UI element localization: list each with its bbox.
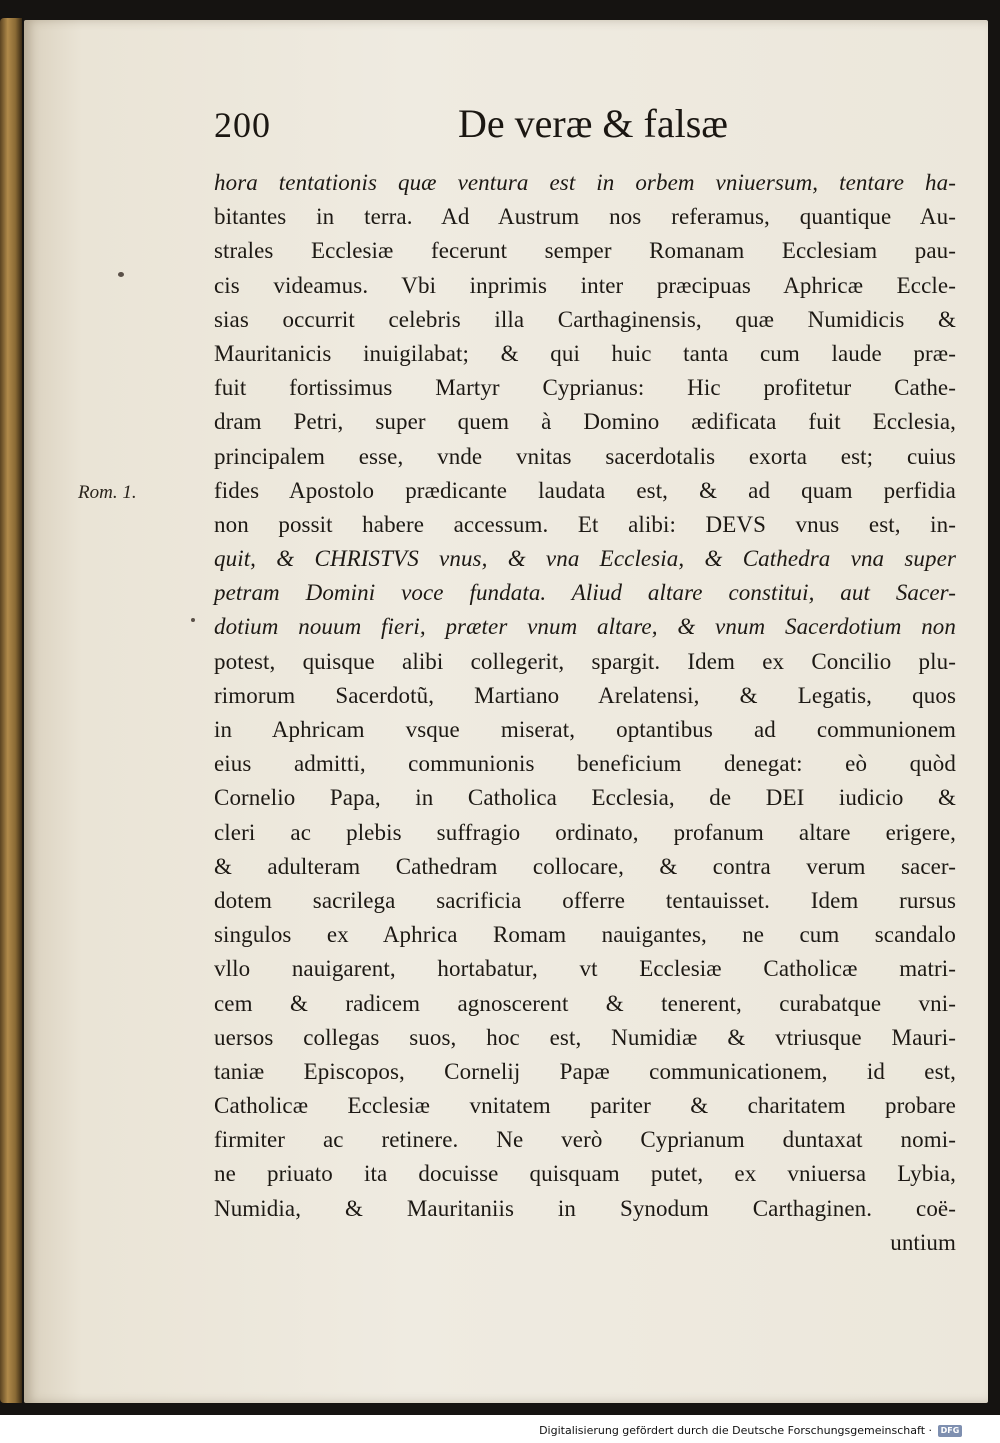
text-line: firmiter ac retinere. Ne verò Cyprianum duntaxat nomi- <box>214 1127 956 1153</box>
text-line: fides Apostolo prædicante laudata est, & ad quam perfidia <box>214 477 956 503</box>
footer-credit-text: Digitalisierung gefördert durch die Deutsche Forschungsgemeinschaft · <box>539 1424 932 1437</box>
text-line: in Aphricam vsque miserat, optantibus ad communionem <box>214 717 956 742</box>
text-line: cis videamus. Vbi inprimis inter præcipuas Aphricæ Eccle- <box>214 272 956 298</box>
text-line: Mauritanicis inuigilabat; & qui huic tanta cum laude præ- <box>214 340 956 366</box>
text-line: ne priuato ita docuisse quisquam putet, ex vniuersa Lybia, <box>214 1161 956 1187</box>
footer-credit <box>539 1424 962 1437</box>
text-line: uersos collegas suos, hoc est, Numidiæ & vtriusque Mauri- <box>214 1024 956 1050</box>
text-line: Cornelio Papa, in Catholica Ecclesia, de DEI iudicio & <box>214 785 956 811</box>
book-spine-edge <box>0 18 22 1403</box>
body-text <box>214 166 956 1260</box>
text-line: cem & radicem agnoscerent & tenerent, curabatque vni- <box>214 990 956 1016</box>
text-line: strales Ecclesiæ fecerunt semper Romanam Ecclesiam pau- <box>214 238 956 264</box>
text-line: vllo nauigarent, hortabatur, vt Ecclesiæ Catholicæ matri- <box>214 956 956 982</box>
text-line: dotem sacrilega sacrificia offerre tentauisset. Idem rursus <box>214 887 956 913</box>
text-line: singulos ex Aphrica Romam nauigantes, ne cum scandalo <box>214 922 956 948</box>
text-line: bitantes in terra. Ad Austrum nos referamus, quantique Au- <box>214 204 956 230</box>
dfg-logo-icon: DFG <box>938 1425 962 1437</box>
text-line: sias occurrit celebris illa Carthaginensis, quæ Numidicis & <box>214 306 956 332</box>
text-line: quit, & CHRISTVS vnus, & vna Ecclesia, & Cathedra vna super <box>214 546 956 572</box>
text-line: principalem esse, vnde vnitas sacerdotalis exorta est; cuius <box>214 443 956 469</box>
catchword: untium <box>890 1229 956 1255</box>
text-line: & adulteram Cathedram collocare, & contra verum sacer- <box>214 853 956 879</box>
running-head <box>214 96 954 156</box>
text-line: rimorum Sacerdotũ, Martiano Arelatensi, & Legatis, quos <box>214 682 956 708</box>
text-line: hora tentationis quæ ventura est in orbem vniuersum, tentare ha- <box>214 170 956 195</box>
text-line: non possit habere accessum. Et alibi: DEVS vnus est, in- <box>214 511 956 537</box>
ink-speck <box>118 272 124 277</box>
text-line: Numidia, & Mauritaniis in Synodum Carthaginen. coë- <box>214 1195 956 1221</box>
text-line: potest, quisque alibi collegerit, spargit. Idem ex Concilio plu- <box>214 648 956 674</box>
text-line: cleri ac plebis suffragio ordinato, profanum altare erigere, <box>214 819 956 845</box>
text-line: fuit fortissimus Martyr Cyprianus: Hic profitetur Cathe- <box>214 375 956 401</box>
text-line: eius admitti, communionis beneficium denegat: eò quòd <box>214 751 956 777</box>
margin-note: Rom. 1. <box>78 482 137 503</box>
text-line: dotium nouum fieri, præter vnum altare, & vnum Sacerdotium non <box>214 614 956 640</box>
ink-speck <box>191 618 195 622</box>
text-line: petram Domini voce fundata. Aliud altare constitui, aut Sacer- <box>214 580 956 606</box>
text-line: dram Petri, super quem à Domino ædificata fuit Ecclesia, <box>214 409 956 435</box>
text-line: taniæ Episcopos, Cornelij Papæ communicationem, id est, <box>214 1058 956 1084</box>
text-line: Catholicæ Ecclesiæ vnitatem pariter & charitatem probare <box>214 1093 956 1119</box>
page-number: 200 <box>214 105 271 145</box>
running-title: De veræ & falsæ <box>458 101 728 146</box>
